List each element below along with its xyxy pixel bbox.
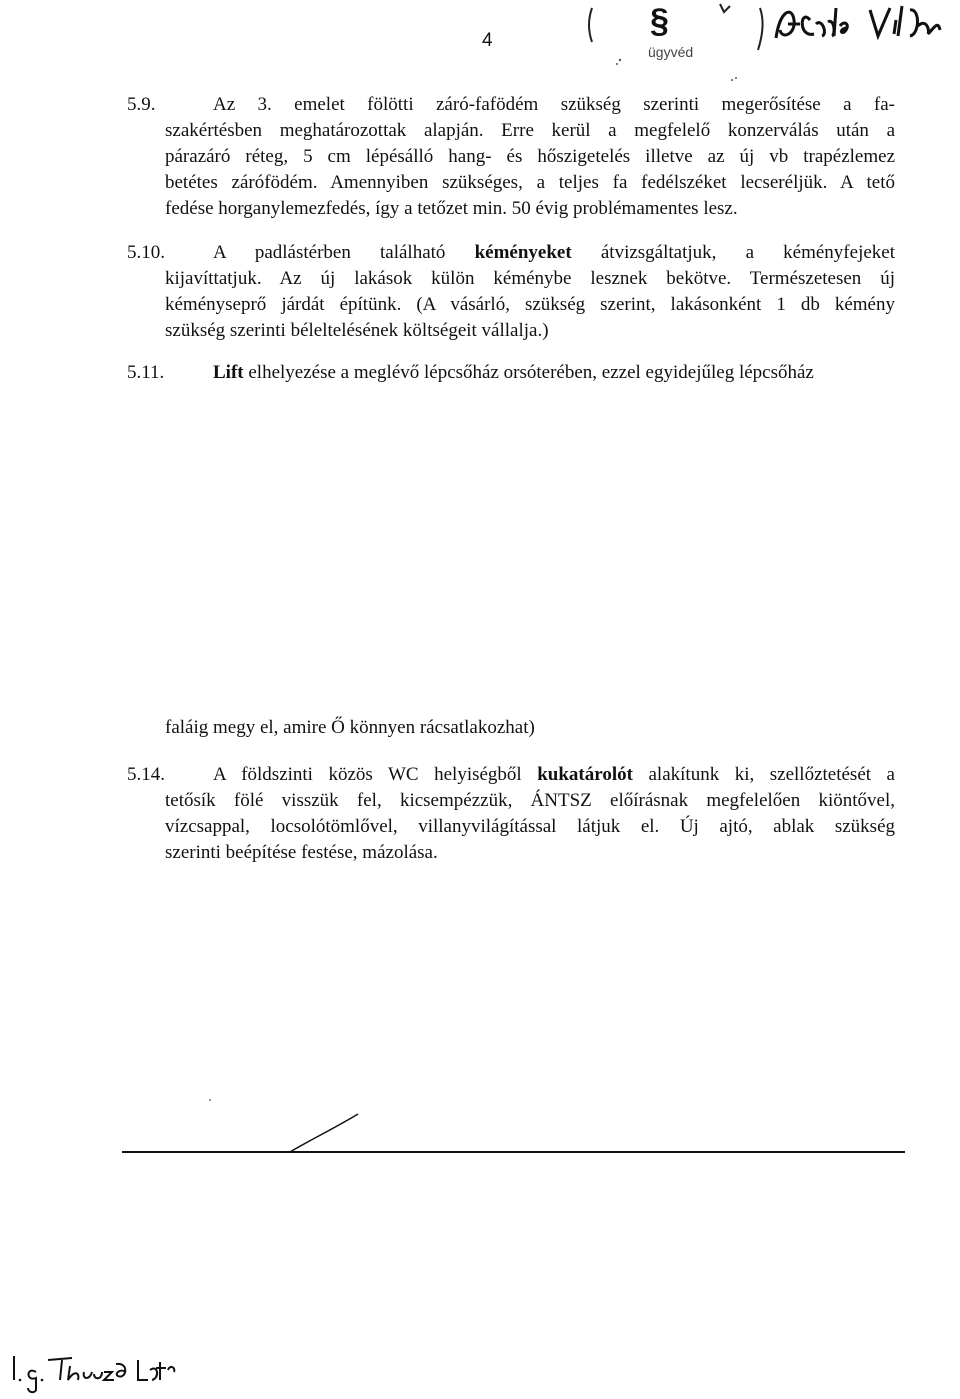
stamp-caption: ügyvéd [648, 44, 694, 60]
paragraph-line: kéményseprő járdát építünk. (A vásárló, szükség szerint, lakásonként 1 db kémény [165, 294, 895, 315]
section-number: 5.9. [127, 94, 156, 115]
footer-initials [8, 1350, 198, 1394]
paragraph-line [213, 240, 895, 266]
text-segment: elhelyezése a meglévő lépcsőház orsóterében, ezzel egyidejűleg lépcsőház [243, 362, 814, 383]
paragraph-line: Az 3. emelet fölötti záró-fafödém szükség szerinti megerősítése a fa- [213, 94, 895, 115]
section-number: 5.14. [127, 764, 165, 785]
stamp-section-sign: § [650, 2, 669, 40]
text-segment: A földszinti közös WC helyiségből [213, 764, 538, 785]
handwritten-initials-icon [8, 1350, 198, 1394]
paragraph-line: szakértésben meghatározottak alapján. Erre kerül a megfelelő konzerválás után a [165, 120, 895, 141]
paragraph-line: kijavíttatjuk. Az új lakások külön kéménybe lesznek bekötve. Természetesen új [165, 268, 895, 289]
section-number: 5.10. [127, 242, 165, 263]
bold-term: Lift [213, 362, 244, 383]
paragraph-line: tetősík fölé visszük fel, kicsempézzük, ÁNTSZ előírásnak megfelelően kiöntővel, [165, 790, 895, 811]
paragraph-line: faláig megy el, amire Ő könnyen rácsatlakozhat) [165, 717, 535, 738]
bold-term: kéményeket [474, 242, 572, 263]
bold-term: kukatárolót [537, 764, 633, 785]
paragraph-line: betétes zárófödém. Amennyiben szükséges, a teljes fa fedélszéket lecseréljük. A tető [165, 172, 895, 193]
text-segment: átvizsgáltatjuk, a kéményfejeket [571, 242, 895, 263]
text-segment: alakítunk ki, szellőztetését a [632, 764, 895, 785]
paragraph-line: szükség szerinti béleltelésének költségeit vállalja.) [165, 320, 549, 341]
signature [770, 0, 960, 50]
page-number: 4 [482, 30, 493, 51]
paragraph-line [213, 762, 895, 788]
text-segment: A padlástérben található [213, 242, 475, 263]
closing-rule [120, 1080, 920, 1170]
paragraph-line: párazáró réteg, 5 cm lépésálló hang- és hőszigetelés illetve az új vb trapézlemez [165, 146, 895, 167]
paragraph-line: szerinti beépítése festése, mázolása. [165, 842, 438, 863]
paragraph-line: fedése horganylemezfedés, így a tetőzet min. 50 évig problémamentes lesz. [165, 198, 738, 219]
paragraph-line: vízcsappal, locsolótömlővel, villanyvilágítással látjuk el. Új ajtó, ablak szükség [165, 816, 895, 837]
section-number: 5.11. [127, 362, 165, 383]
paragraph-line [213, 360, 895, 386]
handwritten-signature-icon [770, 0, 960, 50]
